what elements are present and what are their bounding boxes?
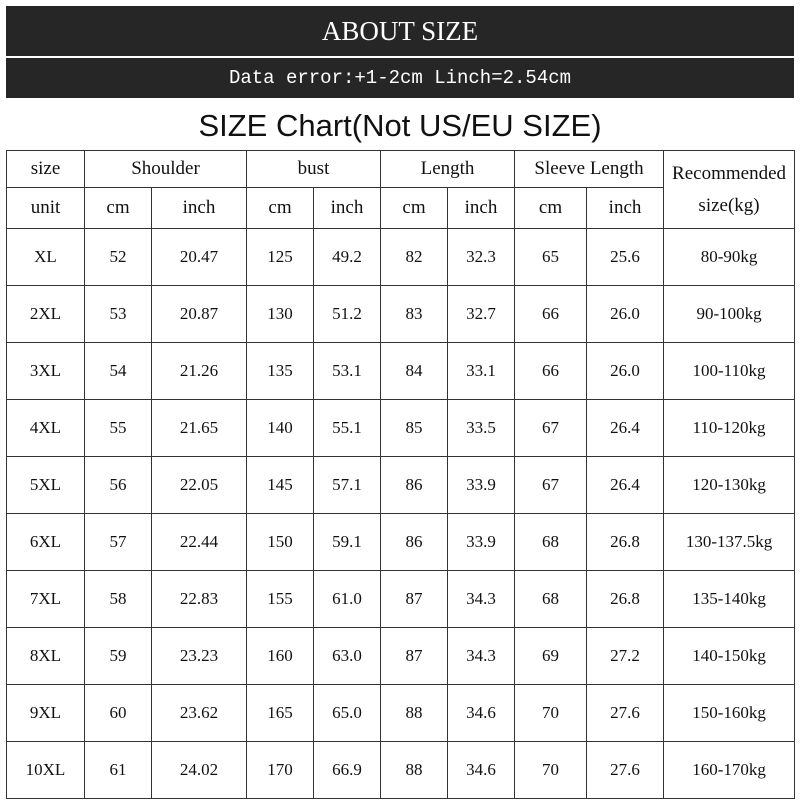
table-row <box>7 286 795 343</box>
size-cell: 8XL <box>7 628 85 685</box>
shoulder-cm-cell: 56 <box>85 457 152 514</box>
bust-inch-cell: 57.1 <box>314 457 381 514</box>
size-cell: 6XL <box>7 514 85 571</box>
shoulder-cm-cell: 55 <box>85 400 152 457</box>
shoulder-inch-cell: 23.62 <box>152 685 247 742</box>
recommended-size-cell: 100-110kg <box>664 343 795 400</box>
bust-cm-cell: 170 <box>247 742 314 799</box>
sleeve-inch-cell: 26.0 <box>587 343 664 400</box>
shoulder-inch-cell: 20.87 <box>152 286 247 343</box>
table-row <box>7 685 795 742</box>
bust-cm-cell: 155 <box>247 571 314 628</box>
bust-cm-cell: 160 <box>247 628 314 685</box>
size-cell: 5XL <box>7 457 85 514</box>
table-row <box>7 571 795 628</box>
length-inch-cell: 33.9 <box>448 457 515 514</box>
shoulder-cm-cell: 52 <box>85 229 152 286</box>
bust-cm-cell: 135 <box>247 343 314 400</box>
bust-inch-cell: 55.1 <box>314 400 381 457</box>
shoulder-cm-cell: 59 <box>85 628 152 685</box>
size-cell: 10XL <box>7 742 85 799</box>
length-inch-cell: 34.3 <box>448 628 515 685</box>
table-row <box>7 514 795 571</box>
sleeve-cm-cell: 70 <box>515 742 587 799</box>
recommended-size-cell: 90-100kg <box>664 286 795 343</box>
shoulder-inch-cell: 24.02 <box>152 742 247 799</box>
length-cm-cell: 88 <box>381 742 448 799</box>
shoulder-inch-cell: 21.65 <box>152 400 247 457</box>
recommended-size-cell: 120-130kg <box>664 457 795 514</box>
table-row <box>7 457 795 514</box>
length-cm-cell: 83 <box>381 286 448 343</box>
length-cm-cell: 84 <box>381 343 448 400</box>
bust-inch-cell: 53.1 <box>314 343 381 400</box>
sleeve-cm-cell: 69 <box>515 628 587 685</box>
length-cm-cell: 87 <box>381 628 448 685</box>
size-cell: 4XL <box>7 400 85 457</box>
shoulder-inch-cell: 20.47 <box>152 229 247 286</box>
shoulder-cm-header: cm <box>85 188 152 229</box>
length-cm-cell: 87 <box>381 571 448 628</box>
sleeve-inch-cell: 27.6 <box>587 685 664 742</box>
bust-inch-header: inch <box>314 188 381 229</box>
bust-cm-cell: 130 <box>247 286 314 343</box>
length-cm-cell: 88 <box>381 685 448 742</box>
sleeve-cm-cell: 70 <box>515 685 587 742</box>
sleeve-length-header: Sleeve Length <box>515 151 664 188</box>
length-header: Length <box>381 151 515 188</box>
chart-title: SIZE Chart(Not US/EU SIZE) <box>198 108 602 143</box>
length-cm-header: cm <box>381 188 448 229</box>
about-size-banner: ABOUT SIZE <box>6 6 794 56</box>
bust-header: bust <box>247 151 381 188</box>
recommended-size-cell: 135-140kg <box>664 571 795 628</box>
size-cell: 9XL <box>7 685 85 742</box>
recommended-size-cell: 110-120kg <box>664 400 795 457</box>
shoulder-cm-cell: 58 <box>85 571 152 628</box>
length-inch-cell: 34.6 <box>448 685 515 742</box>
length-cm-cell: 86 <box>381 514 448 571</box>
shoulder-inch-cell: 22.05 <box>152 457 247 514</box>
length-cm-cell: 82 <box>381 229 448 286</box>
sleeve-inch-cell: 26.8 <box>587 514 664 571</box>
recommended-size-cell: 160-170kg <box>664 742 795 799</box>
bust-inch-cell: 61.0 <box>314 571 381 628</box>
bust-cm-header: cm <box>247 188 314 229</box>
sleeve-cm-header: cm <box>515 188 587 229</box>
shoulder-inch-cell: 22.83 <box>152 571 247 628</box>
bust-cm-cell: 150 <box>247 514 314 571</box>
table-row <box>7 343 795 400</box>
sleeve-inch-cell: 26.4 <box>587 457 664 514</box>
length-inch-cell: 32.3 <box>448 229 515 286</box>
length-inch-header: inch <box>448 188 515 229</box>
bust-inch-cell: 66.9 <box>314 742 381 799</box>
table-row <box>7 229 795 286</box>
shoulder-cm-cell: 53 <box>85 286 152 343</box>
sleeve-cm-cell: 66 <box>515 343 587 400</box>
shoulder-inch-cell: 23.23 <box>152 628 247 685</box>
size-kg-label: size(kg) <box>698 194 760 216</box>
length-inch-cell: 34.3 <box>448 571 515 628</box>
bust-inch-cell: 49.2 <box>314 229 381 286</box>
sleeve-cm-cell: 67 <box>515 400 587 457</box>
bust-inch-cell: 59.1 <box>314 514 381 571</box>
shoulder-cm-cell: 60 <box>85 685 152 742</box>
length-inch-cell: 34.6 <box>448 742 515 799</box>
sleeve-cm-cell: 68 <box>515 571 587 628</box>
shoulder-cm-cell: 61 <box>85 742 152 799</box>
data-error-note: Data error:+1-2cm Linch=2.54cm <box>6 58 794 98</box>
size-cell: 7XL <box>7 571 85 628</box>
bust-inch-cell: 65.0 <box>314 685 381 742</box>
length-cm-cell: 86 <box>381 457 448 514</box>
bust-cm-cell: 165 <box>247 685 314 742</box>
unit-header: unit <box>7 188 85 229</box>
length-cm-cell: 85 <box>381 400 448 457</box>
shoulder-cm-cell: 54 <box>85 343 152 400</box>
shoulder-header: Shoulder <box>85 151 247 188</box>
sleeve-inch-cell: 27.2 <box>587 628 664 685</box>
sleeve-cm-cell: 68 <box>515 514 587 571</box>
recommended-size-cell: 150-160kg <box>664 685 795 742</box>
size-cell: 2XL <box>7 286 85 343</box>
shoulder-inch-header: inch <box>152 188 247 229</box>
sleeve-inch-cell: 27.6 <box>587 742 664 799</box>
size-cell: XL <box>7 229 85 286</box>
sleeve-inch-cell: 26.0 <box>587 286 664 343</box>
bust-inch-cell: 51.2 <box>314 286 381 343</box>
recommended-label: Recommended <box>672 162 787 184</box>
size-table <box>6 150 795 799</box>
sleeve-cm-cell: 65 <box>515 229 587 286</box>
bust-cm-cell: 140 <box>247 400 314 457</box>
sleeve-inch-header: inch <box>587 188 664 229</box>
length-inch-cell: 33.9 <box>448 514 515 571</box>
size-header: size <box>7 151 85 188</box>
recommended-size-cell: 130-137.5kg <box>664 514 795 571</box>
sleeve-cm-cell: 66 <box>515 286 587 343</box>
bust-cm-cell: 125 <box>247 229 314 286</box>
recommended-size-header <box>664 151 795 229</box>
bust-cm-cell: 145 <box>247 457 314 514</box>
sleeve-cm-cell: 67 <box>515 457 587 514</box>
table-row <box>7 400 795 457</box>
shoulder-inch-cell: 21.26 <box>152 343 247 400</box>
size-table-body <box>7 151 795 799</box>
length-inch-cell: 33.1 <box>448 343 515 400</box>
table-row <box>7 628 795 685</box>
size-cell: 3XL <box>7 343 85 400</box>
sleeve-inch-cell: 25.6 <box>587 229 664 286</box>
shoulder-inch-cell: 22.44 <box>152 514 247 571</box>
bust-inch-cell: 63.0 <box>314 628 381 685</box>
sleeve-inch-cell: 26.4 <box>587 400 664 457</box>
header-row-measure <box>7 151 795 188</box>
length-inch-cell: 32.7 <box>448 286 515 343</box>
recommended-size-cell: 140-150kg <box>664 628 795 685</box>
sleeve-inch-cell: 26.8 <box>587 571 664 628</box>
recommended-size-cell: 80-90kg <box>664 229 795 286</box>
shoulder-cm-cell: 57 <box>85 514 152 571</box>
table-row <box>7 742 795 799</box>
length-inch-cell: 33.5 <box>448 400 515 457</box>
